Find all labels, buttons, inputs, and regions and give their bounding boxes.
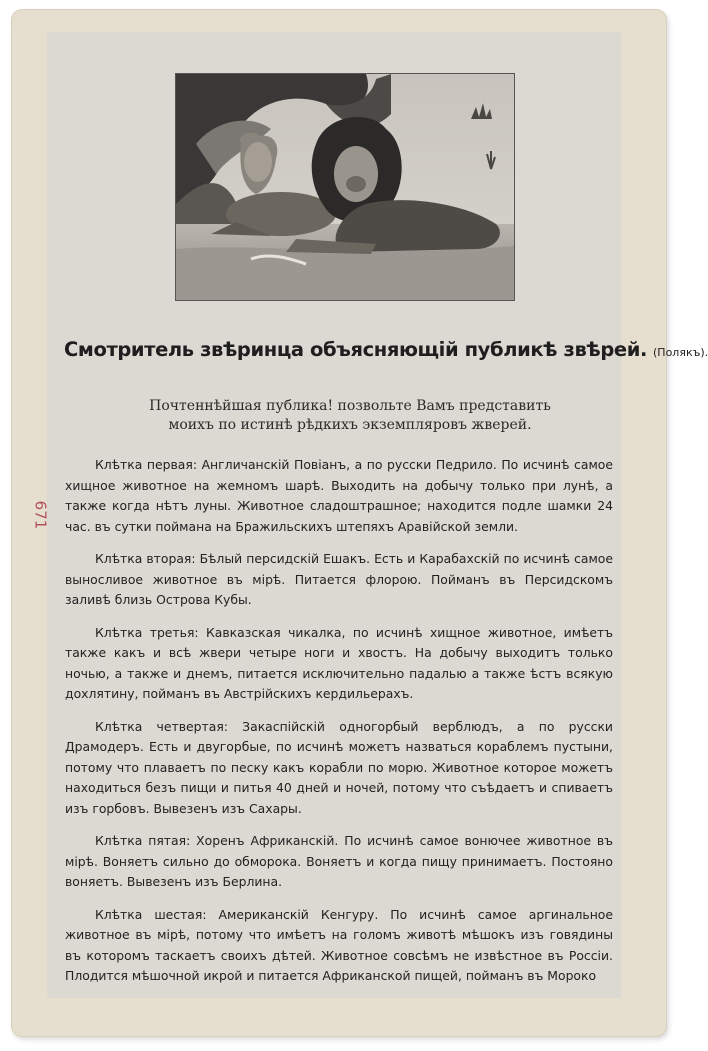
cage-paragraph-2: Клѣтка вторая: Бѣлый персидскій Ешакъ. Есть и Карабахскій по исчинѣ самое выносливое животное въ мірѣ. Питается флорою. Пойманъ въ Персидскомъ заливѣ близь Острова Кубы. bbox=[65, 551, 613, 607]
intro-text: Почтеннѣйшая публика! позвольте Вамъ представить моихъ по истинѣ рѣдкихъ экземпляровъ жверей. bbox=[149, 398, 551, 433]
cage-paragraph-3: Клѣтка третья: Кавказская чикалка, по исчинѣ хищное животное, имѣетъ также какъ и всѣ жвери четыре ноги и хвостъ. На добычу выходитъ только ночью, а также и днемъ, питается исключительно падалью а также ѣстъ всякую дохлятину, пойманъ въ Австрійскихъ кердильерахъ. bbox=[65, 624, 613, 701]
cage-paragraph-1: Клѣтка первая: Англичанскій Повіанъ, а по русски Педрило. По исчинѣ самое хищное животное на жемномъ шарѣ. Выходить на добычу только при лунѣ, а также когда нѣтъ луны. Животное сладоштрашное; находится подле шамки 24 час. въ сутки поймана на Бражильскихъ штепяхъ Аравійской земли. bbox=[65, 457, 613, 534]
page-title bbox=[64, 338, 708, 361]
lions-photo bbox=[175, 73, 515, 301]
inventory-number: 671 bbox=[31, 500, 50, 530]
lions-illustration bbox=[176, 74, 514, 300]
cage-paragraph-6: Клѣтка шестая: Американскій Кенгуру. По исчинѣ самое аргинальное животное въ мірѣ, потому что имѣетъ на голомъ животѣ мѣшокъ изъ говядины въ которомъ таскаетъ своихъ дѣтей. Животное совсѣмъ не извѣстное въ Россіи. Плодится мѣшочной икрой и питается Африканской пищей, пойманъ въ Мороко bbox=[65, 906, 613, 983]
author-note: (Полякъ). bbox=[653, 346, 708, 359]
cage-paragraph-4: Клѣтка четвертая: Закаспійскій одногорбый верблюдъ, а по русски Драмодеръ. Есть и двугорбые, по исчинѣ можетъ назваться кораблемъ пустыни, потому что плаваетъ по песку какъ корабли по морю. Животное которое можетъ находиться безъ пищи и питья 40 дней и ночей, потому что съѣдаетъ и спиваетъ изъ горбовъ. Вывезенъ изъ Сахары. bbox=[65, 718, 613, 816]
cage-list bbox=[65, 455, 613, 999]
cage-paragraph-5: Клѣтка пятая: Хоренъ Африканскій. По исчинѣ самое вонючее животное въ мірѣ. Воняетъ сильно до обморока. Воняетъ и когда пищу принимаетъ. Постояно воняетъ. Вывезенъ изъ Берлина. bbox=[65, 833, 613, 889]
title-text: Смотритель звѣринца объясняющій публикѣ звѣрей. bbox=[64, 338, 647, 361]
